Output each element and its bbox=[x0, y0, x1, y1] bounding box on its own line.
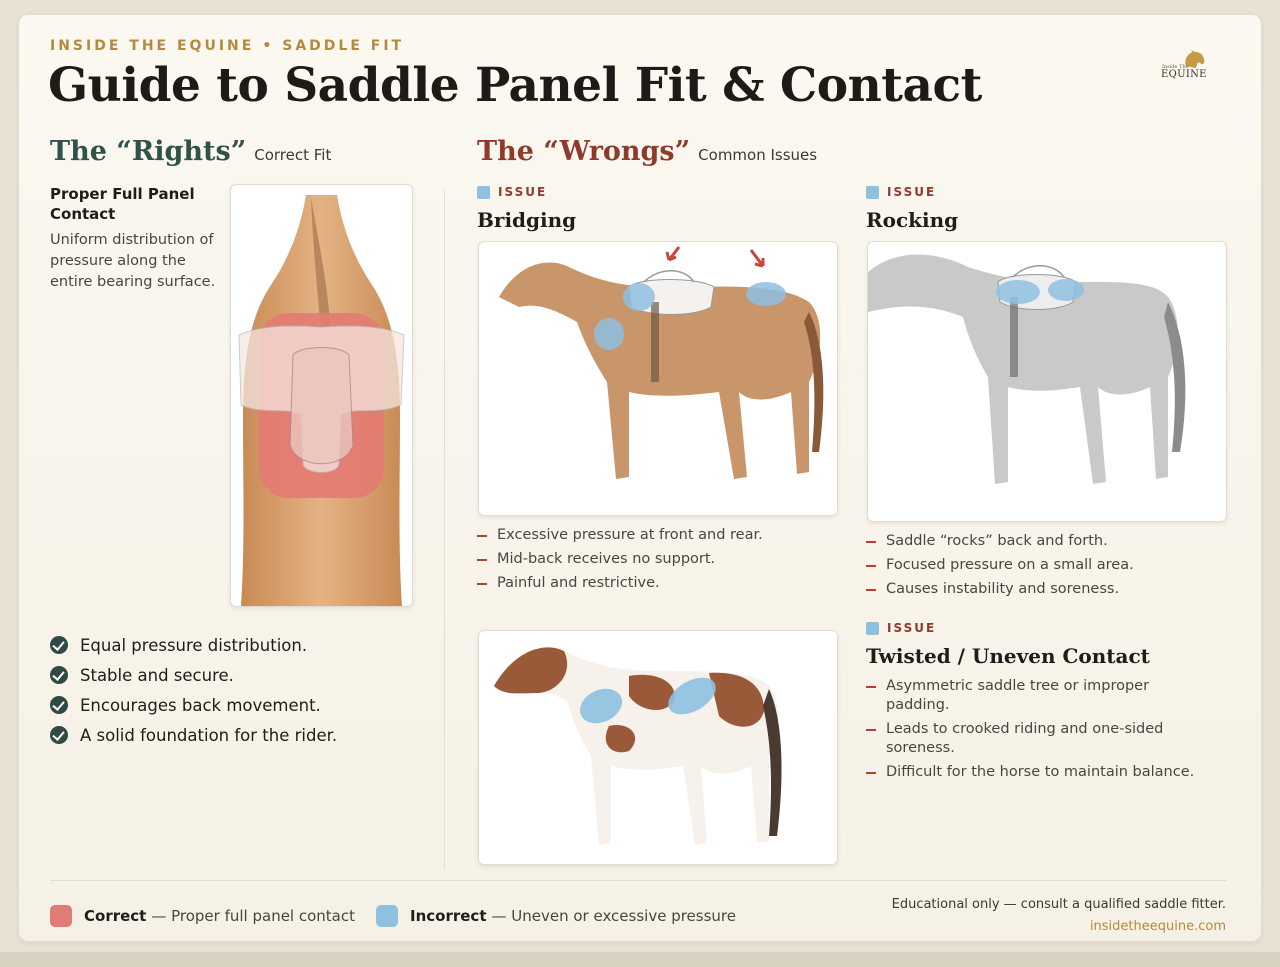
legend-swatch-incorrect bbox=[376, 905, 398, 927]
pressure-arrow-icon bbox=[667, 247, 679, 260]
twisted-horse-image bbox=[479, 631, 837, 864]
issue-square-icon bbox=[866, 622, 879, 635]
correct-fit-illustration bbox=[230, 184, 413, 607]
check-circle-icon bbox=[50, 636, 68, 654]
issue-title-twisted: Twisted / Uneven Contact bbox=[866, 644, 1150, 668]
issue-tag-text: ISSUE bbox=[887, 185, 937, 199]
bullet-item bbox=[866, 580, 1216, 599]
bullet-item bbox=[866, 532, 1216, 551]
issue-square-icon bbox=[477, 186, 490, 199]
logo-wordmark: EQUINE bbox=[1161, 69, 1207, 80]
bullet-text: Asymmetric saddle tree or improper padding. bbox=[886, 678, 1150, 713]
legend-incorrect-desc: — Uneven or excessive pressure bbox=[491, 907, 736, 925]
bullet-dash bbox=[866, 686, 876, 688]
bottom-strip bbox=[0, 952, 1280, 967]
wrongs-title-text: The “Wrongs” bbox=[477, 136, 691, 167]
legend-incorrect-label: Incorrect bbox=[410, 907, 487, 925]
bullet-item bbox=[866, 763, 1206, 782]
bullet-text: Mid-back receives no support. bbox=[497, 551, 716, 567]
bullet-dash bbox=[866, 565, 876, 567]
rocking-illustration bbox=[867, 241, 1227, 522]
rights-subtitle: Correct Fit bbox=[254, 146, 332, 164]
issue-tag-bridging bbox=[477, 185, 547, 199]
bullet-item bbox=[866, 677, 1206, 715]
legend-incorrect bbox=[376, 905, 736, 927]
issue-tag-twisted bbox=[866, 621, 936, 635]
bullet-item bbox=[866, 720, 1206, 758]
panel-heading: Proper Full Panel Contact bbox=[50, 185, 195, 223]
bullet-text: Causes instability and soreness. bbox=[886, 581, 1120, 597]
twisted-illustration bbox=[478, 630, 838, 865]
issue-square-icon bbox=[866, 186, 879, 199]
check-circle-icon bbox=[50, 666, 68, 684]
checklist-text: Stable and secure. bbox=[80, 665, 234, 685]
bullet-dash bbox=[866, 729, 876, 731]
bullet-text: Difficult for the horse to maintain balance. bbox=[886, 764, 1195, 780]
pressure-arrow-icon bbox=[751, 250, 763, 266]
bullet-dash bbox=[477, 583, 487, 585]
panel-description: Uniform distribution of pressure along the entire bearing surface. bbox=[50, 232, 216, 290]
bullet-dash bbox=[477, 535, 487, 537]
rights-section-title bbox=[50, 136, 331, 167]
bullet-text: Painful and restrictive. bbox=[497, 575, 660, 591]
bullet-text: Saddle “rocks” back and forth. bbox=[886, 533, 1108, 549]
bullet-item bbox=[477, 574, 827, 593]
checklist-text: Encourages back movement. bbox=[80, 695, 321, 715]
bullet-dash bbox=[866, 541, 876, 543]
footer-divider bbox=[50, 880, 1226, 881]
brand-logo bbox=[1160, 50, 1210, 84]
bullet-text: Focused pressure on a small area. bbox=[886, 557, 1134, 573]
bullet-item bbox=[477, 526, 827, 545]
rights-title-text: The “Rights” bbox=[50, 136, 247, 167]
legend-correct bbox=[50, 905, 355, 927]
bullet-dash bbox=[866, 772, 876, 774]
checklist-item bbox=[50, 720, 337, 750]
legend-correct-label: Correct bbox=[84, 907, 147, 925]
logo-tagline: Inside The bbox=[1162, 64, 1189, 70]
checklist-item bbox=[50, 690, 337, 720]
column-divider bbox=[444, 190, 445, 870]
bullet-text: Excessive pressure at front and rear. bbox=[497, 527, 763, 543]
kicker-separator: • bbox=[262, 38, 275, 54]
checklist-text: Equal pressure distribution. bbox=[80, 635, 308, 655]
issue-title-bridging: Bridging bbox=[477, 208, 577, 232]
benefits-checklist bbox=[50, 630, 337, 750]
bullet-item bbox=[866, 556, 1216, 575]
wrongs-section-title bbox=[477, 136, 817, 167]
wrongs-subtitle: Common Issues bbox=[698, 146, 818, 164]
check-circle-icon bbox=[50, 696, 68, 714]
bullet-dash bbox=[477, 559, 487, 561]
twisted-bullets bbox=[866, 677, 1206, 787]
website-link[interactable]: insidetheequine.com bbox=[1089, 919, 1226, 934]
checklist-item bbox=[50, 660, 337, 690]
rocking-bullets bbox=[866, 532, 1216, 604]
legend-correct-desc: — Proper full panel contact bbox=[151, 907, 356, 925]
horse-back-topview-image bbox=[231, 185, 412, 606]
kicker-topic: SADDLE FIT bbox=[282, 38, 405, 54]
bullet-text: Leads to crooked riding and one-sided soreness. bbox=[886, 721, 1164, 756]
checklist-item bbox=[50, 630, 337, 660]
check-circle-icon bbox=[50, 726, 68, 744]
page-title: Guide to Saddle Panel Fit & Contact bbox=[48, 58, 982, 113]
kicker bbox=[50, 38, 404, 54]
bullet-dash bbox=[866, 589, 876, 591]
issue-tag-text: ISSUE bbox=[887, 621, 937, 635]
kicker-brand: INSIDE THE EQUINE bbox=[50, 38, 255, 54]
disclaimer-text: Educational only — consult a qualified saddle fitter. bbox=[891, 897, 1226, 912]
rocking-horse-image bbox=[868, 242, 1226, 521]
issue-title-rocking: Rocking bbox=[866, 208, 959, 232]
bridging-bullets bbox=[477, 526, 827, 598]
issue-tag-text: ISSUE bbox=[498, 185, 548, 199]
legend-swatch-correct bbox=[50, 905, 72, 927]
issue-tag-rocking bbox=[866, 185, 936, 199]
checklist-text: A solid foundation for the rider. bbox=[80, 725, 338, 745]
bridging-horse-image bbox=[479, 242, 837, 515]
bullet-item bbox=[477, 550, 827, 569]
bridging-illustration bbox=[478, 241, 838, 516]
